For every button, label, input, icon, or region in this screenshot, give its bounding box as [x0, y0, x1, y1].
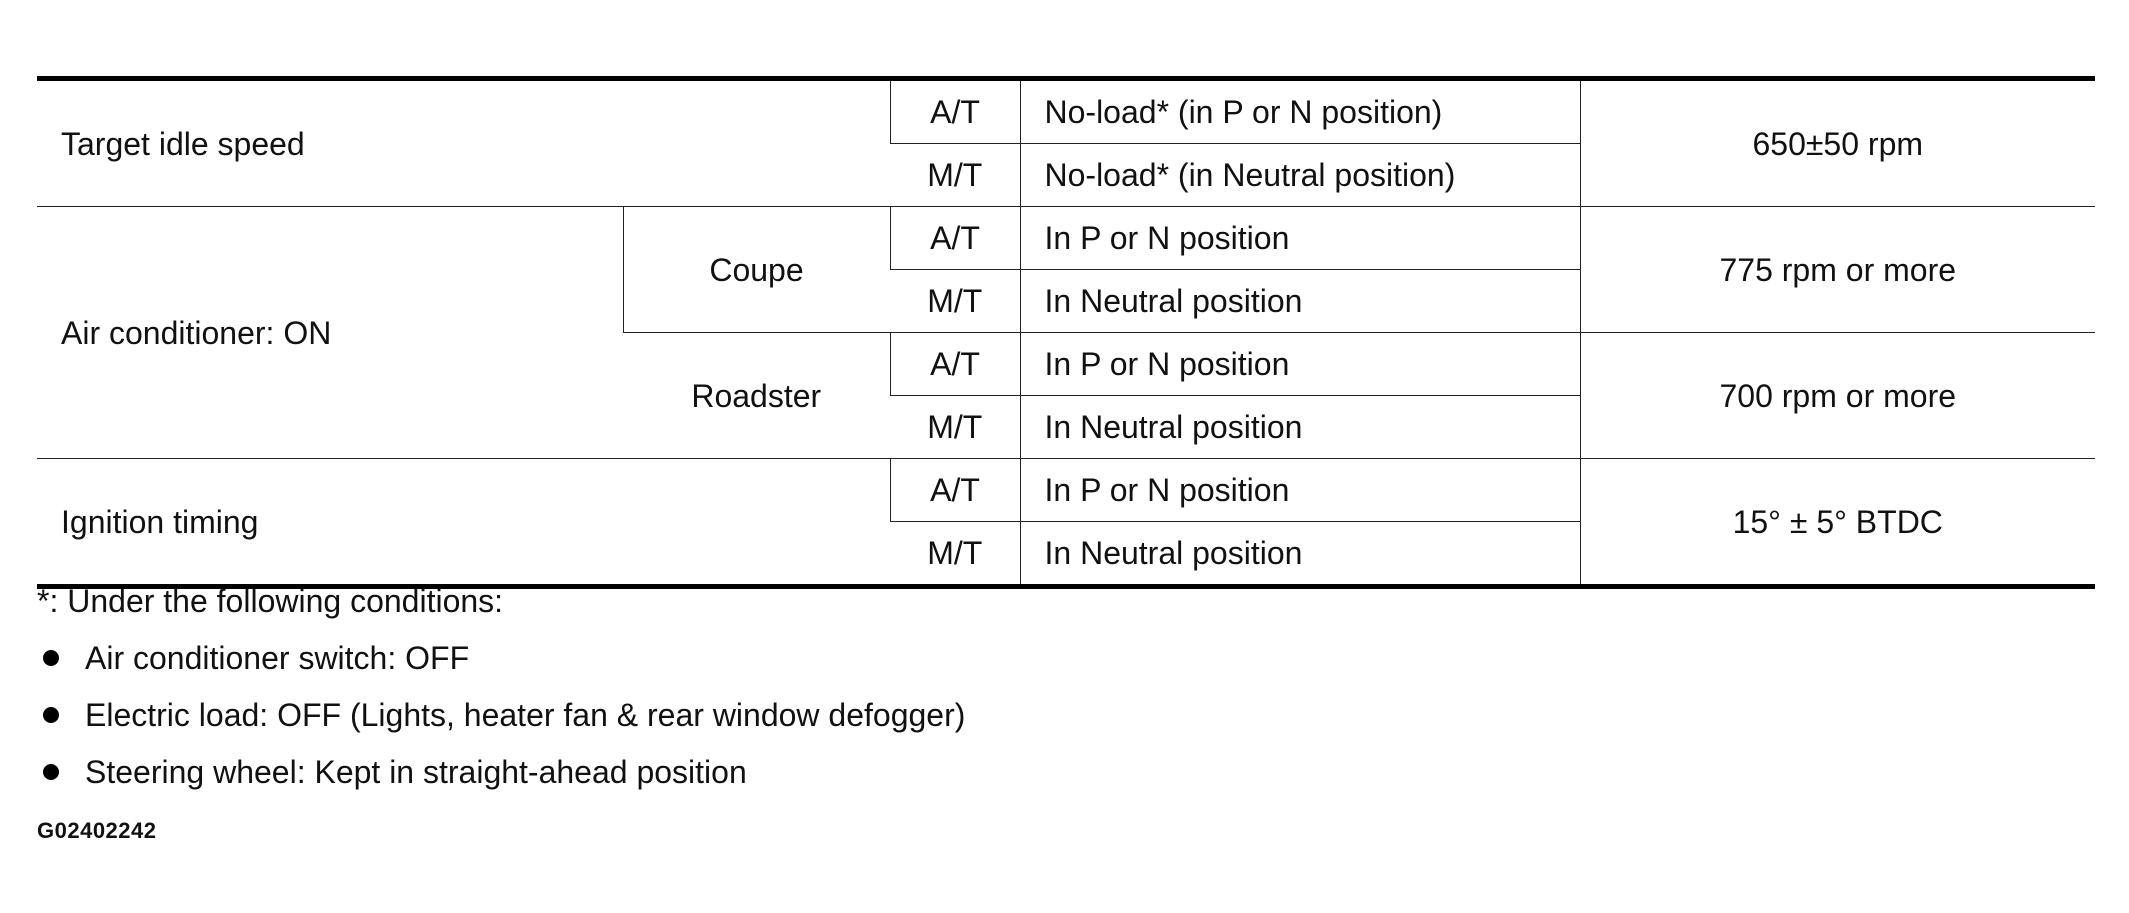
list-item	[37, 756, 965, 788]
transmission-cell: M/T	[890, 270, 1020, 333]
row-label-ignition-timing: Ignition timing	[37, 459, 890, 587]
bullet-icon	[43, 764, 59, 780]
list-item-text: Electric load: OFF (Lights, heater fan & rear window defogger)	[85, 697, 966, 733]
condition-cell: In P or N position	[1020, 459, 1580, 522]
spec-value-cell: 775 rpm or more	[1580, 207, 2095, 333]
condition-list	[37, 642, 965, 788]
bullet-icon	[43, 650, 59, 666]
body-type-cell: Roadster	[623, 333, 890, 459]
body-type-cell: Coupe	[623, 207, 890, 333]
figure-code: G02402242	[37, 818, 157, 843]
table-row	[37, 459, 2095, 522]
transmission-cell: A/T	[890, 459, 1020, 522]
transmission-cell: M/T	[890, 144, 1020, 207]
footnote-title: *: Under the following conditions:	[37, 583, 504, 619]
row-label-target-idle: Target idle speed	[37, 79, 890, 207]
spec-value-cell: 15° ± 5° BTDC	[1580, 459, 2095, 587]
condition-cell: In P or N position	[1020, 333, 1580, 396]
table-row	[37, 79, 2095, 144]
condition-cell: No-load* (in Neutral position)	[1020, 144, 1580, 207]
condition-cell: In Neutral position	[1020, 270, 1580, 333]
spec-value-cell: 700 rpm or more	[1580, 333, 2095, 459]
bullet-icon	[43, 707, 59, 723]
condition-cell: In Neutral position	[1020, 396, 1580, 459]
condition-cell: In Neutral position	[1020, 522, 1580, 587]
transmission-cell: M/T	[890, 522, 1020, 587]
table-row	[37, 207, 2095, 270]
list-item	[37, 699, 965, 731]
transmission-cell: M/T	[890, 396, 1020, 459]
condition-cell: In P or N position	[1020, 207, 1580, 270]
row-label-air-conditioner: Air conditioner: ON	[37, 207, 623, 459]
list-item	[37, 642, 965, 674]
transmission-cell: A/T	[890, 207, 1020, 270]
transmission-cell: A/T	[890, 333, 1020, 396]
condition-cell: No-load* (in P or N position)	[1020, 79, 1580, 144]
list-item-text: Steering wheel: Kept in straight-ahead position	[85, 754, 747, 790]
footnotes	[37, 585, 965, 813]
spec-value-cell: 650±50 rpm	[1580, 79, 2095, 207]
idle-spec-table	[37, 76, 2095, 589]
transmission-cell: A/T	[890, 79, 1020, 144]
list-item-text: Air conditioner switch: OFF	[85, 640, 470, 676]
